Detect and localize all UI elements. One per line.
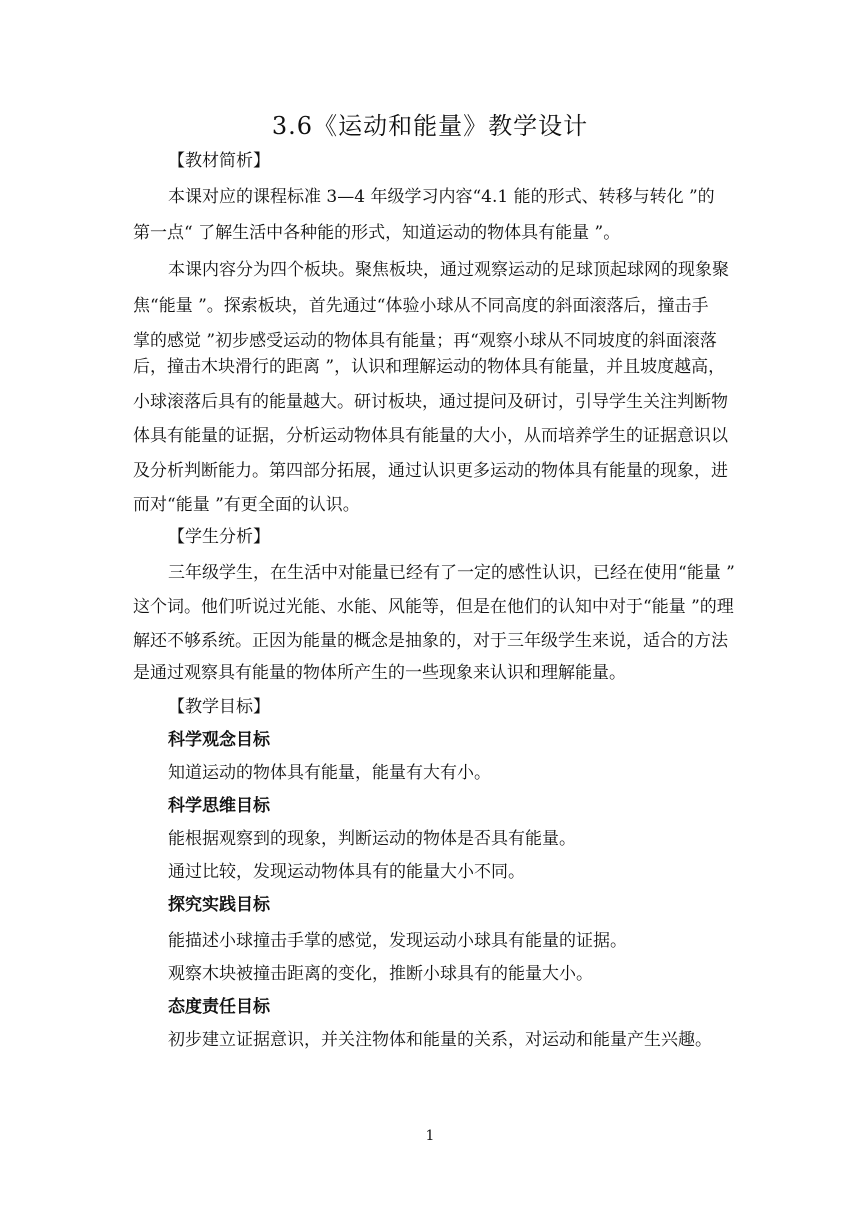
document-title: 3.6《运动和能量》教学设计 (271, 112, 589, 140)
paragraph-line: 体具有能量的证据，分析运动物体具有能量的大小，从而培养学生的证据意识以 (133, 426, 728, 446)
goal-item: 能描述小球撞击手掌的感觉，发现运动小球具有能量的证据。 (168, 931, 627, 951)
goal-heading-scientific-thinking: 科学思维目标 (168, 796, 270, 816)
goal-item: 观察木块被撞击距离的变化，推断小球具有的能量大小。 (168, 964, 593, 984)
paragraph-line: 第一点“ 了解生活中各种能的形式，知道运动的物体具有能量 ”。 (133, 223, 621, 243)
paragraph-line: 三年级学生，在生活中对能量已经有了一定的感性认识，已经在使用“能量 ” (168, 563, 735, 583)
goal-heading-scientific-concept: 科学观念目标 (168, 730, 270, 750)
paragraph-line: 小球滚落后具有的能量越大。研讨板块，通过提问及研讨，引导学生关注判断物 (133, 392, 728, 412)
section-heading-textbook-analysis: 【教材简析】 (168, 151, 270, 171)
paragraph-line: 掌的感觉 ”初步感受运动的物体具有能量；再“观察小球从不同坡度的斜面滚落 (133, 331, 717, 351)
goal-item: 知道运动的物体具有能量，能量有大有小。 (168, 763, 491, 783)
goal-item: 能根据观察到的现象，判断运动的物体是否具有能量。 (168, 829, 576, 849)
paragraph-line: 这个词。他们听说过光能、水能、风能等，但是在他们的认知中对于“能量 ”的理 (133, 597, 734, 617)
paragraph-line: 解还不够系统。正因为能量的概念是抽象的，对于三年级学生来说，适合的方法 (133, 631, 728, 651)
goal-heading-inquiry-practice: 探究实践目标 (168, 895, 270, 915)
goal-item: 初步建立证据意识，并关注物体和能量的关系，对运动和能量产生兴趣。 (168, 1030, 712, 1050)
section-heading-student-analysis: 【学生分析】 (168, 527, 270, 547)
paragraph-line: 后，撞击木块滑行的距离 ”，认识和理解运动的物体具有能量，并且坡度越高， (133, 357, 726, 377)
paragraph-line: 本课对应的课程标准 3—4 年级学习内容“4.1 能的形式、转移与转化 ”的 (168, 187, 715, 207)
paragraph-line: 而对“能量 ”有更全面的认识。 (133, 495, 360, 515)
paragraph-line: 焦“能量 ”。探索板块，首先通过“体验小球从不同高度的斜面滚落后，撞击手 (133, 296, 709, 316)
paragraph-line: 及分析判断能力。第四部分拓展，通过认识更多运动的物体具有能量的现象，进 (133, 461, 728, 481)
paragraph-line: 本课内容分为四个板块。聚焦板块，通过观察运动的足球顶起球网的现象聚 (168, 260, 729, 280)
page-number: 1 (425, 1128, 435, 1144)
paragraph-line: 是通过观察具有能量的物体所产生的一些现象来认识和理解能量。 (133, 663, 626, 683)
goal-item: 通过比较，发现运动物体具有的能量大小不同。 (168, 862, 525, 882)
goal-heading-attitude-responsibility: 态度责任目标 (168, 997, 270, 1017)
section-heading-teaching-goals: 【教学目标】 (168, 697, 270, 717)
